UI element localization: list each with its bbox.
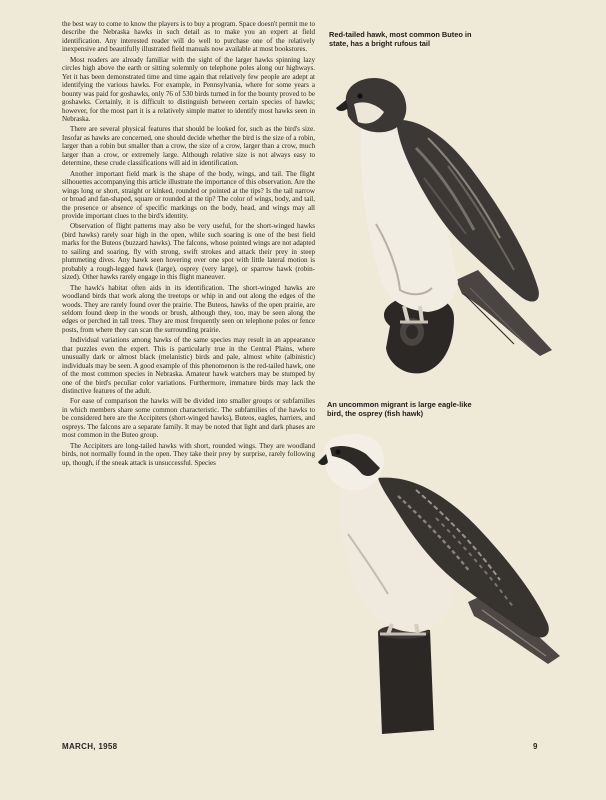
article-paragraph-5: Observation of flight patterns may also be very useful, for the short-winged hawks (bird hawks) rarely soar high in the open, while such soaring is one of the best field marks for the Buteos (buzzard hawks). The falcons, whose pointed wings are not adapted to sailing and soaring, fly with strong, swift strokes and attack their prey in steep plummeting dives. Any hawk seen hovering over one spot with little lateral motion is probably a rough-legged hawk (large), osprey (very large), or sparrow hawk (robin-sized). Other hawks rarely engage in this flight maneuver.: [62, 222, 315, 282]
red-tailed-hawk-photo: [328, 74, 560, 380]
article-paragraph-8: For ease of comparison the hawks will be divided into smaller groups or subfamilies in which members share some common characteristic. The subfamilies of the hawks to be considered here are the Accipiters (short-winged hawks), Buteos, eagles, harriers, and ospreys. The falcons are a separate family. It may be noted that light and dark phases are most common in the Buteo group.: [62, 397, 315, 440]
page-number: 9: [533, 742, 538, 751]
osprey-photo: [318, 434, 564, 734]
article-paragraph-6: The hawk's habitat often aids in its identification. The short-winged hawks are woodland birds that work along the treetops or whip in and out along the edges of the woods. They are rarely found over the prairie. The Buteos, hawks of the open prairie, are seldom found deep in the woods or brush, although they, too, may be seen along the edges or perched in tall trees. They are most frequently seen on telephone poles or fence posts, from where they can scan the surrounding prairie.: [62, 283, 315, 334]
red-tailed-hawk-caption: Red-tailed hawk, most common Buteo in state, has a bright rufous tail: [329, 30, 472, 48]
article-paragraph-1: the best way to come to know the players is to buy a program. Space doesn't permit me to describe the Nebraska hawks in such detail as to make you an expert at field identification. Any interested reader will do well to purchase one of the relatively inexpensive and beautifully illustrated field manuals now available at most bookstores.: [62, 20, 315, 54]
osprey-caption: An uncommon migrant is large eagle-like bird, the osprey (fish hawk): [327, 400, 472, 418]
article-paragraph-2: Most readers are already familiar with the sight of the larger hawks spinning lazy circles high above the earth or sitting solemnly on telephone poles along our highways. Yet it has been demonstrated time and time again that relatively few people are adept at identifying the various hawks. For example, in Pennsylvania, where for some years a bounty was paid for goshawks, only 76 of 530 birds turned in for the bounty proved to be goshawks. Certainly, it is difficult to distinguish between certain species of hawks; however, for the most part it is a relatively simple matter to identify most hawks seen in Nebraska.: [62, 55, 315, 123]
article-paragraph-3: There are several physical features that should be looked for, such as the bird's size. Insofar as hawks are concerned, one should decide whether the bird is the size of a robin, larger than a robin but smaller than a crow, the size of a crow, larger than a crow, much larger than a crow, or extremely large. Although relative size is not always easy to determine, these crude classifications will aid in identification.: [62, 125, 315, 168]
article-paragraph-7: Individual variations among hawks of the same species may result in an appearance that puzzles even the expert. This is particularly true in the Central Plains, where unusually dark or almost black (melanistic) birds and pale, almost white (albinistic) individuals may be seen. A good example of this phenomenon is the red-tailed hawk, one of the most common species in Nebraska. Amateur hawk watchers may be stumped by one of the bird's peculiar color variations. Furthermore, immature birds may lack the distinctive features of the adult.: [62, 336, 315, 396]
article-column: [62, 20, 315, 469]
article-paragraph-9: The Accipiters are long-tailed hawks with short, rounded wings. They are woodland birds, not normally found in the open. They take their prey by surprise, rarely following up, though, if the sneak attack is unsuccessful. Species: [62, 441, 315, 467]
article-paragraph-4: Another important field mark is the shape of the body, wings, and tail. The flight silhouettes accompanying this article illustrate the importance of this observation. Are the wings long or short, straight or kinked, rounded or pointed at the tips? Is the tail narrow or broad and fan-shaped, square or rounded at the tip? The color of wings, body, and tail, the presence or absence of specific markings on the body, head, and wings may all provide important clues to the bird's identity.: [62, 169, 315, 220]
issue-date: MARCH, 1958: [62, 742, 118, 751]
